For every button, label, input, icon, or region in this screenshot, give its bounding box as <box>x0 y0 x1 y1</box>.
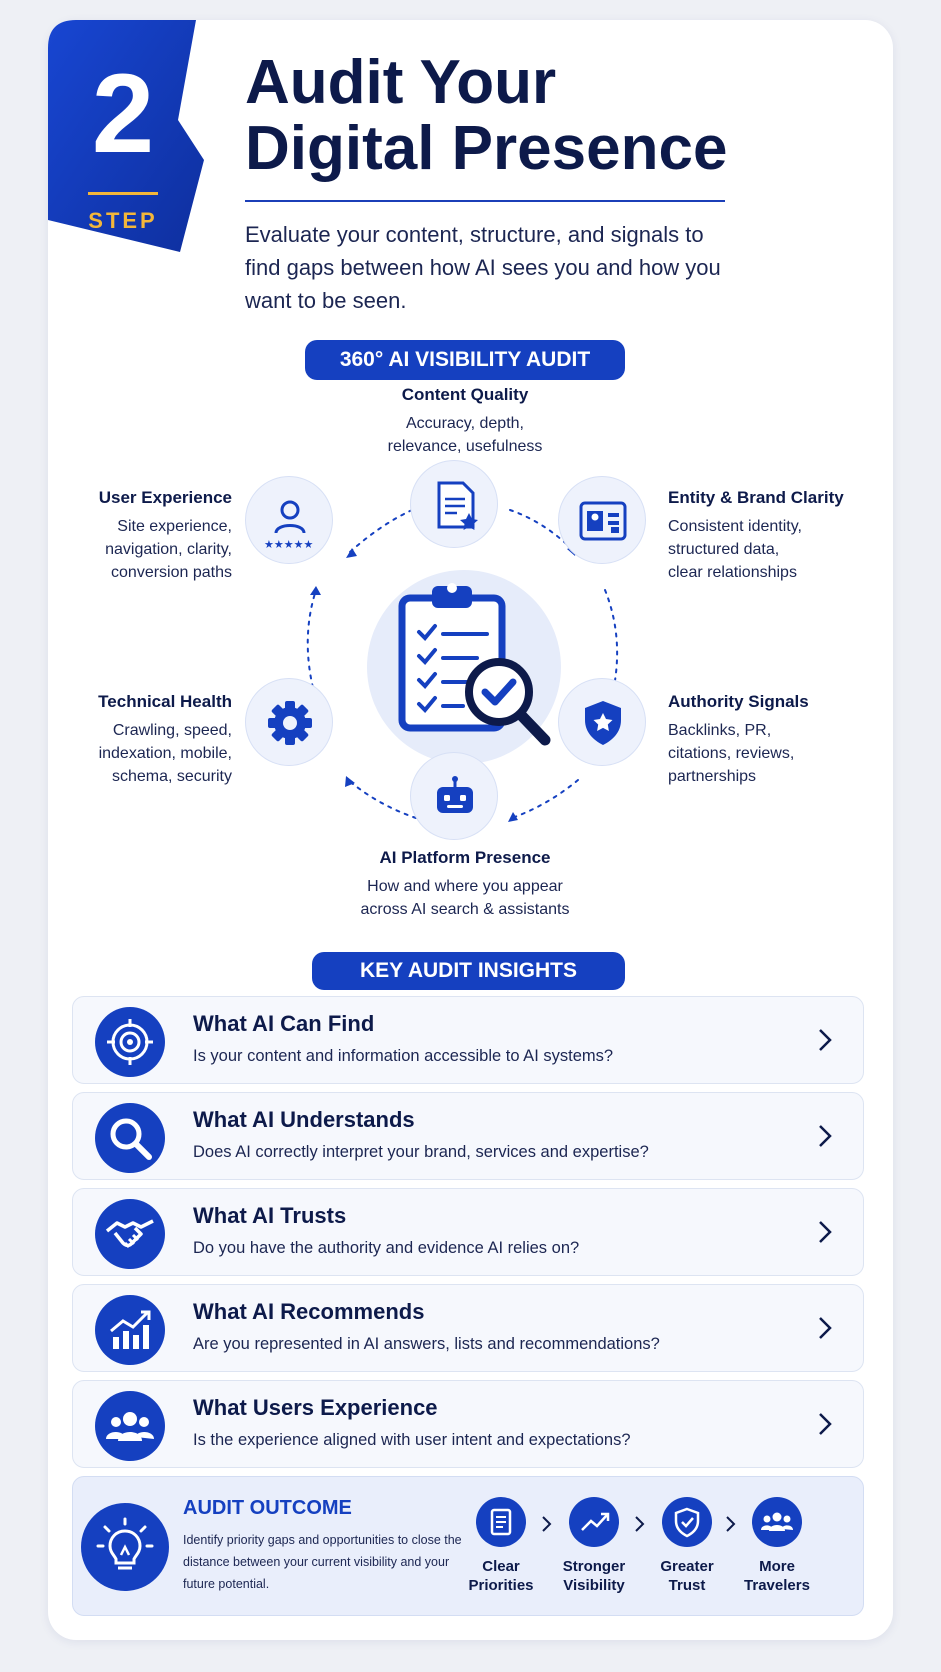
insight-title: What AI Understands <box>193 1107 415 1132</box>
insight-desc: Is your content and information accessible to AI systems? <box>193 1047 614 1065</box>
step-number: 2 <box>91 51 155 176</box>
svg-text:★★★★★: ★★★★★ <box>264 538 314 551</box>
node-ai-platform <box>410 752 498 840</box>
insight-title: What AI Can Find <box>193 1011 375 1036</box>
magnifier-icon <box>95 1103 165 1173</box>
title-line-2: Digital Presence <box>245 114 728 183</box>
audit-hub <box>367 570 561 764</box>
node-user-experience <box>245 476 333 564</box>
node-technical-health <box>245 678 333 766</box>
insight-desc: Are you represented in AI answers, lists and recommendations? <box>193 1335 660 1353</box>
insight-desc: Does AI correctly interpret your brand, services and expertise? <box>193 1143 649 1161</box>
robot-icon <box>411 753 499 841</box>
target-icon <box>95 1007 165 1077</box>
label-content-quality: Content Quality Accuracy, depth, relevance, usefulness <box>387 385 543 455</box>
node-entity-brand <box>558 476 646 564</box>
insight-row-trusts[interactable] <box>72 1188 864 1276</box>
node-content-quality <box>410 460 498 548</box>
insight-row-find[interactable] <box>72 996 864 1084</box>
user-rating-icon <box>246 477 334 565</box>
trend-up-icon <box>569 1497 619 1547</box>
insight-title: What Users Experience <box>193 1395 438 1420</box>
clipboard-magnifier-icon <box>367 570 561 764</box>
insights-badge: KEY AUDIT INSIGHTS <box>312 952 625 990</box>
label-technical-health: Technical Health Crawling, speed, indexation, mobile, schema, security <box>98 692 232 785</box>
audit-outcome-panel <box>72 1476 864 1616</box>
gear-icon <box>246 679 334 767</box>
benefit-greater-trust: Greater Trust <box>639 1497 735 1595</box>
lightbulb-icon <box>81 1503 169 1591</box>
page-subtitle: Evaluate your content, structure, and signals to find gaps between how AI sees you and how you want to be seen. <box>245 222 721 313</box>
users-icon <box>95 1391 165 1461</box>
chevron-right-icon <box>817 1027 833 1053</box>
insight-desc: Is the experience aligned with user intent and expectations? <box>193 1431 631 1449</box>
insight-desc: Do you have the authority and evidence AI relies on? <box>193 1239 580 1257</box>
step-label: STEP <box>88 208 158 233</box>
insight-row-users[interactable] <box>72 1380 864 1468</box>
benefit-clear-priorities: Clear Priorities <box>453 1497 549 1595</box>
label-ai-platform: AI Platform Presence How and where you appear across AI search & assistants <box>360 848 570 918</box>
shield-star-icon <box>559 679 647 767</box>
insight-row-recommends[interactable] <box>72 1284 864 1372</box>
chevron-right-icon <box>817 1219 833 1245</box>
growth-chart-icon <box>95 1295 165 1365</box>
chevron-right-icon <box>817 1411 833 1437</box>
insight-title: What AI Recommends <box>193 1299 425 1324</box>
checklist-icon <box>476 1497 526 1547</box>
benefit-more-travelers: More Travelers <box>729 1497 825 1595</box>
label-user-experience: User Experience Site experience, navigation, clarity, conversion paths <box>98 488 232 581</box>
id-card-icon <box>559 477 647 565</box>
group-icon <box>752 1497 802 1547</box>
outcome-desc: Identify priority gaps and opportunities to close the distance between your current visibility and your future potential. <box>183 1533 462 1591</box>
audit-badge: 360° AI VISIBILITY AUDIT <box>305 340 625 380</box>
outcome-title: AUDIT OUTCOME <box>183 1497 352 1519</box>
shield-check-icon <box>662 1497 712 1547</box>
benefit-stronger-visibility: Stronger Visibility <box>546 1497 642 1595</box>
chevron-right-icon <box>817 1315 833 1341</box>
title-line-1: Audit Your <box>245 48 557 117</box>
label-authority-signals: Authority Signals Backlinks, PR, citations, reviews, partnerships <box>668 692 809 785</box>
node-authority-signals <box>558 678 646 766</box>
chevron-right-icon <box>817 1123 833 1149</box>
label-entity-brand: Entity & Brand Clarity Consistent identity, structured data, clear relationships <box>668 488 844 581</box>
document-star-icon <box>411 461 499 549</box>
insight-row-understands[interactable] <box>72 1092 864 1180</box>
handshake-icon <box>95 1199 165 1269</box>
insight-title: What AI Trusts <box>193 1203 347 1228</box>
